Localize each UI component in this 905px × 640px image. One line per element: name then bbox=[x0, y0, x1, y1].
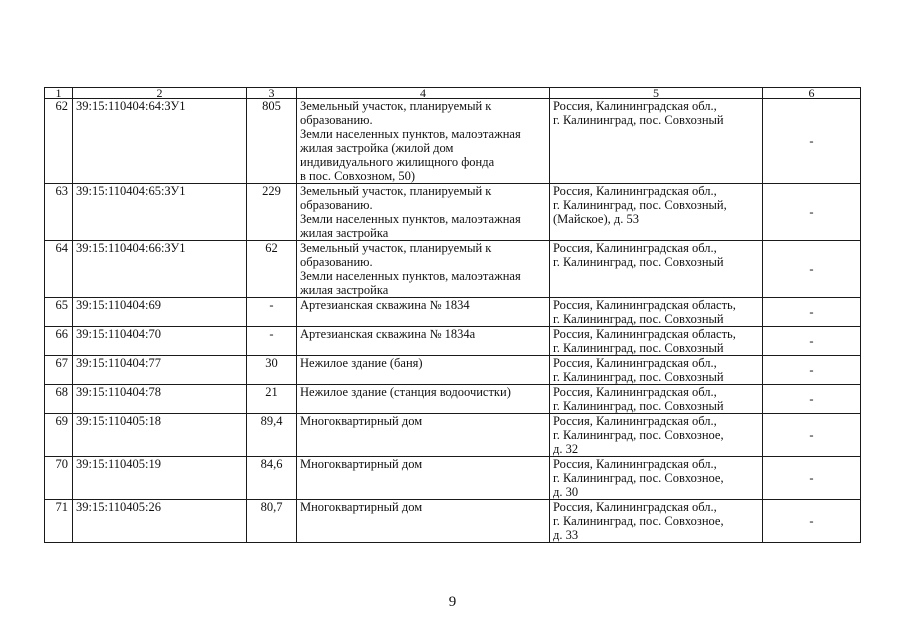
object-description: Артезианская скважина № 1834а bbox=[297, 327, 550, 356]
cadastral-number: 39:15:110404:70 bbox=[73, 327, 247, 356]
cadastral-number: 39:15:110404:66:ЗУ1 bbox=[73, 241, 247, 298]
object-description: Многоквартирный дом bbox=[297, 414, 550, 457]
table-row bbox=[45, 327, 861, 356]
row-number: 65 bbox=[45, 298, 73, 327]
table-row bbox=[45, 298, 861, 327]
row-number: 64 bbox=[45, 241, 73, 298]
table-body bbox=[45, 99, 861, 543]
object-address: Россия, Калининградская обл., г. Калининград, пос. Совхозное, д. 30 bbox=[550, 457, 763, 500]
note-value: - bbox=[763, 241, 861, 298]
note-value: - bbox=[763, 500, 861, 543]
row-number: 69 bbox=[45, 414, 73, 457]
area-value: 80,7 bbox=[247, 500, 297, 543]
property-table bbox=[44, 87, 861, 543]
row-number: 67 bbox=[45, 356, 73, 385]
table-row bbox=[45, 500, 861, 543]
table-row bbox=[45, 356, 861, 385]
row-number: 70 bbox=[45, 457, 73, 500]
header-col-5: 5 bbox=[550, 88, 763, 99]
table-row bbox=[45, 385, 861, 414]
area-value: - bbox=[247, 298, 297, 327]
table-row bbox=[45, 457, 861, 500]
table-row bbox=[45, 241, 861, 298]
object-address: Россия, Калининградская обл., г. Калининград, пос. Совхозный bbox=[550, 385, 763, 414]
note-value: - bbox=[763, 414, 861, 457]
table-row bbox=[45, 99, 861, 184]
cadastral-number: 39:15:110405:18 bbox=[73, 414, 247, 457]
cadastral-number: 39:15:110404:65:ЗУ1 bbox=[73, 184, 247, 241]
object-description: Земельный участок, планируемый к образованию. Земли населенных пунктов, малоэтажная жилая застройка bbox=[297, 184, 550, 241]
object-address: Россия, Калининградская обл., г. Калининград, пос. Совхозный bbox=[550, 241, 763, 298]
row-number: 71 bbox=[45, 500, 73, 543]
note-value: - bbox=[763, 298, 861, 327]
area-value: 21 bbox=[247, 385, 297, 414]
note-value: - bbox=[763, 327, 861, 356]
object-description: Нежилое здание (баня) bbox=[297, 356, 550, 385]
table-header-row bbox=[45, 88, 861, 99]
area-value: 805 bbox=[247, 99, 297, 184]
note-value: - bbox=[763, 457, 861, 500]
row-number: 68 bbox=[45, 385, 73, 414]
cadastral-number: 39:15:110404:69 bbox=[73, 298, 247, 327]
cadastral-number: 39:15:110405:26 bbox=[73, 500, 247, 543]
cadastral-number: 39:15:110405:19 bbox=[73, 457, 247, 500]
header-col-2: 2 bbox=[73, 88, 247, 99]
note-value: - bbox=[763, 184, 861, 241]
object-description: Многоквартирный дом bbox=[297, 457, 550, 500]
object-description: Нежилое здание (станция водоочистки) bbox=[297, 385, 550, 414]
area-value: 89,4 bbox=[247, 414, 297, 457]
object-description: Земельный участок, планируемый к образованию. Земли населенных пунктов, малоэтажная жилая застройка bbox=[297, 241, 550, 298]
table-row bbox=[45, 184, 861, 241]
area-value: 229 bbox=[247, 184, 297, 241]
object-address: Россия, Калининградская обл., г. Калининград, пос. Совхозный bbox=[550, 356, 763, 385]
header-col-4: 4 bbox=[297, 88, 550, 99]
page-number: 9 bbox=[448, 594, 457, 610]
note-value: - bbox=[763, 356, 861, 385]
object-address: Россия, Калининградская обл., г. Калининград, пос. Совхозное, д. 33 bbox=[550, 500, 763, 543]
object-description: Многоквартирный дом bbox=[297, 500, 550, 543]
row-number: 66 bbox=[45, 327, 73, 356]
area-value: 84,6 bbox=[247, 457, 297, 500]
cadastral-number: 39:15:110404:64:ЗУ1 bbox=[73, 99, 247, 184]
object-description: Земельный участок, планируемый к образованию. Земли населенных пунктов, малоэтажная жилая застройка (жилой дом индивидуального жилищного фонда в пос. Совхозном, 50) bbox=[297, 99, 550, 184]
object-address: Россия, Калининградская обл., г. Калининград, пос. Совхозный bbox=[550, 99, 763, 184]
header-col-3: 3 bbox=[247, 88, 297, 99]
object-address: Россия, Калининградская область, г. Калининград, пос. Совхозный bbox=[550, 298, 763, 327]
object-description: Артезианская скважина № 1834 bbox=[297, 298, 550, 327]
area-value: 62 bbox=[247, 241, 297, 298]
table-row bbox=[45, 414, 861, 457]
area-value: - bbox=[247, 327, 297, 356]
row-number: 63 bbox=[45, 184, 73, 241]
header-col-1: 1 bbox=[45, 88, 73, 99]
cadastral-number: 39:15:110404:77 bbox=[73, 356, 247, 385]
area-value: 30 bbox=[247, 356, 297, 385]
row-number: 62 bbox=[45, 99, 73, 184]
object-address: Россия, Калининградская область, г. Калининград, пос. Совхозный bbox=[550, 327, 763, 356]
object-address: Россия, Калининградская обл., г. Калининград, пос. Совхозный, (Майское), д. 53 bbox=[550, 184, 763, 241]
note-value: - bbox=[763, 99, 861, 184]
cadastral-number: 39:15:110404:78 bbox=[73, 385, 247, 414]
object-address: Россия, Калининградская обл., г. Калининград, пос. Совхозное, д. 32 bbox=[550, 414, 763, 457]
note-value: - bbox=[763, 385, 861, 414]
header-col-6: 6 bbox=[763, 88, 861, 99]
